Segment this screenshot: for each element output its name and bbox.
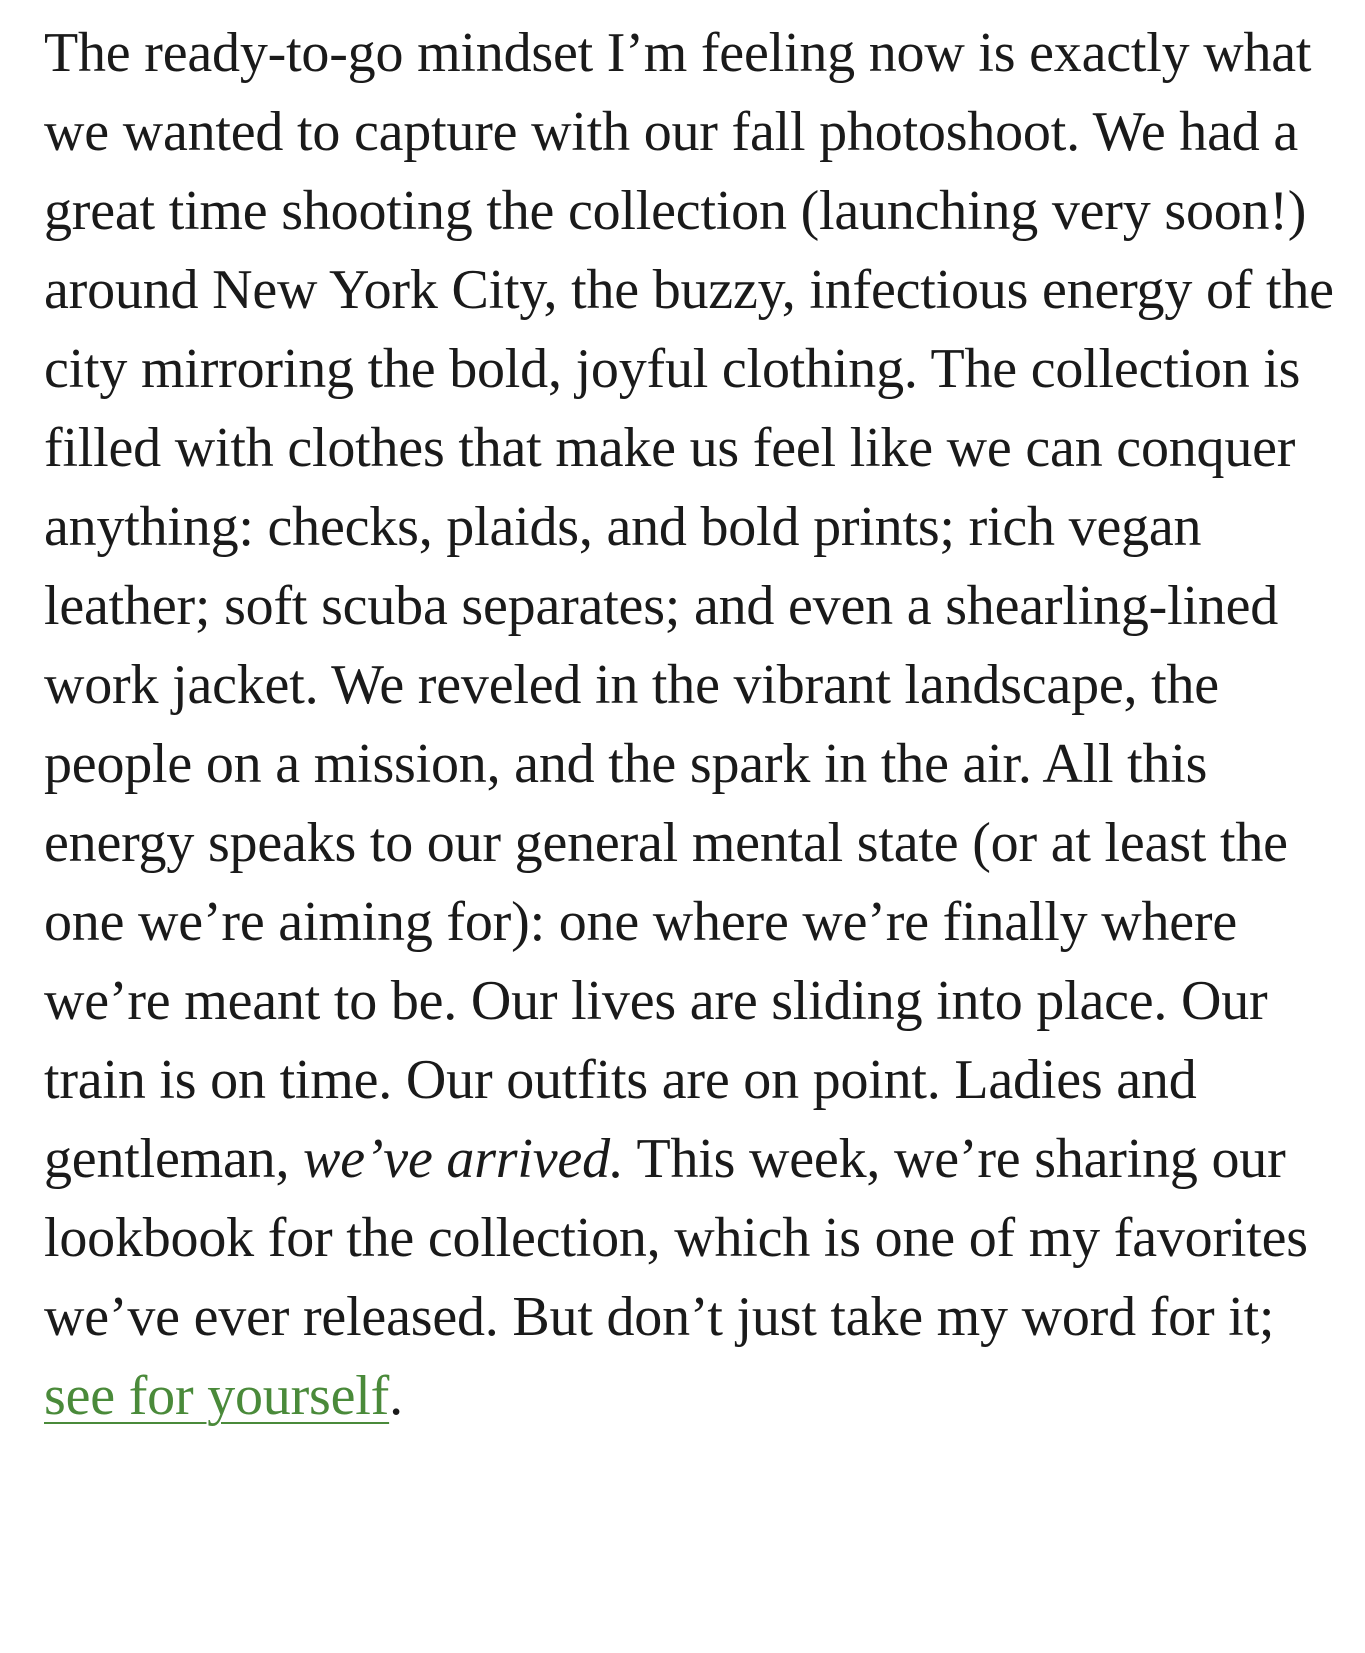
paragraph-text-lead: The ready-to-go mindset I’m feeling now is exactly what we wanted to capture with our fall photoshoot. We had a great time shooting the collection (launching very soon!) around New York City, the buzzy, infectious energy of the city mirroring the bold, joyful clothing. The collection is filled with clothes that make us feel like we can conquer anything: checks, plaids, and bold prints; rich vegan leather; soft scuba separates; and even a shearling-lined work jacket. We reveled in the vibrant landscape, the people on a mission, and the spark in the air. All this energy speaks to our general mental state (or at least the one we’re aiming for): one where we’re finally where we’re meant to be. Our lives are sliding into place. Our train is on time. Our outfits are on point. Ladies and gentleman, <box>44 22 1334 1190</box>
article-content <box>44 14 1334 1436</box>
paragraph-text-continued: This week, we’re sharing our lookbook for the collection, which is one of my favorites we’ve ever released. But don’t just take my word for it; <box>44 1128 1308 1348</box>
article-paragraph <box>44 14 1334 1436</box>
see-for-yourself-link[interactable]: see for yourself <box>44 1365 390 1427</box>
emphasis-text: we’ve arrived. <box>303 1128 624 1190</box>
paragraph-end-punctuation: . <box>389 1365 403 1427</box>
